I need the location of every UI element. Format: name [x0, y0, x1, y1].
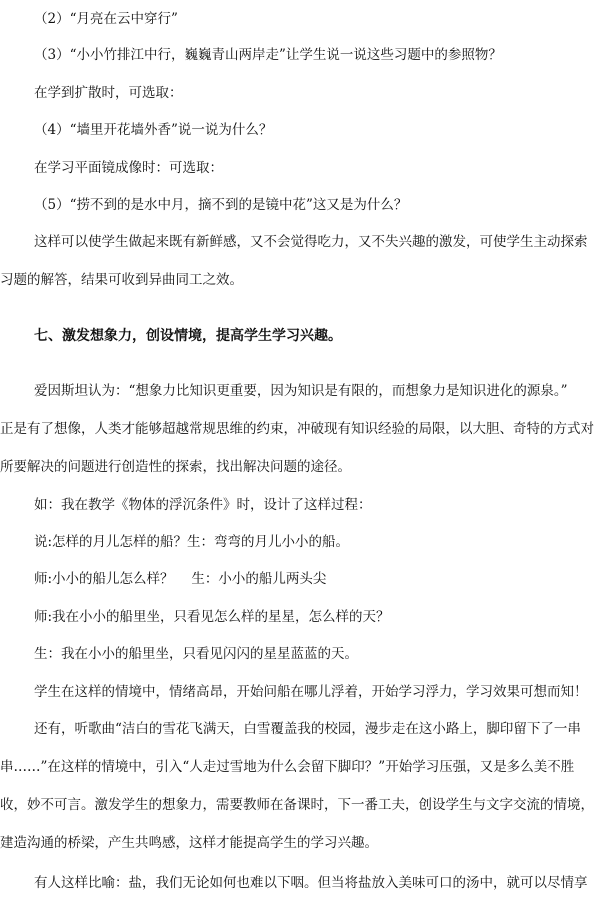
dialogue-line: 师:我在小小的船里坐，只看见怎么样的星星，怎么样的天？	[34, 609, 390, 625]
paragraph-line: 这样可以使学生做起来既有新鲜感，又不会觉得吃力，又不失兴趣的激发，可使学生主动探索	[34, 234, 588, 250]
paragraph-line: 串……”在这样的情境中，引入“人走过雪地为什么会留下脚印？”开始学习压强，又是多么美不胜	[0, 759, 575, 775]
paragraph-line: 学生在这样的情境中，情绪高昂，开始问船在哪儿浮着，开始学习浮力，学习效果可想而知！	[34, 684, 588, 700]
mirror-intro: 在学习平面镜成像时：可选取：	[34, 160, 223, 176]
paragraph-line: 有人这样比喻：盐，我们无论如何也难以下咽。但当将盐放入美味可口的汤中，就可以尽情享	[34, 875, 588, 891]
paragraph-line: 收，妙不可言。激发学生的想象力，需要教师在备课时，下一番工夫，创设学生与文字交流的情境，	[0, 797, 594, 813]
paragraph-line: 所要解决的问题进行创造性的探索，找出解决问题的途径。	[0, 459, 351, 475]
exercise-4: （4）“墙里开花墙外香”说一说为什么？	[34, 122, 273, 138]
paragraph-line: 正是有了想像，人类才能够超越常规思维的约束，冲破现有知识经验的局限，以大胆、奇特的方式对	[0, 421, 594, 437]
exercise-2: （2）“月亮在云中穿行”	[34, 11, 178, 27]
exercise-3: （3）“小小竹排江中行，巍巍青山两岸走”让学生说一说这些习题中的参照物？	[34, 47, 502, 63]
section-heading: 七、激发想象力，创设情境，提高学生学习兴趣。	[34, 328, 342, 344]
paragraph-line: 还有，听歌曲“洁白的雪花飞满天，白雪覆盖我的校园，漫步走在这小路上，脚印留下了一串	[34, 721, 581, 737]
dialogue-line: 师:小小的船儿怎么样？ 生：小小的船儿两头尖	[34, 571, 327, 587]
paragraph-line: 建造沟通的桥梁，产生共鸣感，这样才能提高学生的学习兴趣。	[0, 835, 378, 851]
dialogue-line: 生：我在小小的船里坐，只看见闪闪的星星蓝蓝的天。	[34, 646, 358, 662]
paragraph-line: 习题的解答，结果可收到异曲同工之效。	[0, 272, 243, 288]
dialogue-line: 说:怎样的月儿怎样的船？生：弯弯的月儿小小的船。	[34, 534, 350, 550]
example-intro: 如：我在教学《物体的浮沉条件》时，设计了这样过程：	[34, 497, 372, 513]
exercise-5: （5）“捞不到的是水中月，摘不到的是镜中花”这又是为什么？	[34, 197, 408, 213]
diffusion-intro: 在学到扩散时，可选取：	[34, 85, 183, 101]
paragraph-line: 爱因斯坦认为：“想象力比知识更重要，因为知识是有限的，而想象力是知识进化的源泉。”	[34, 383, 568, 399]
